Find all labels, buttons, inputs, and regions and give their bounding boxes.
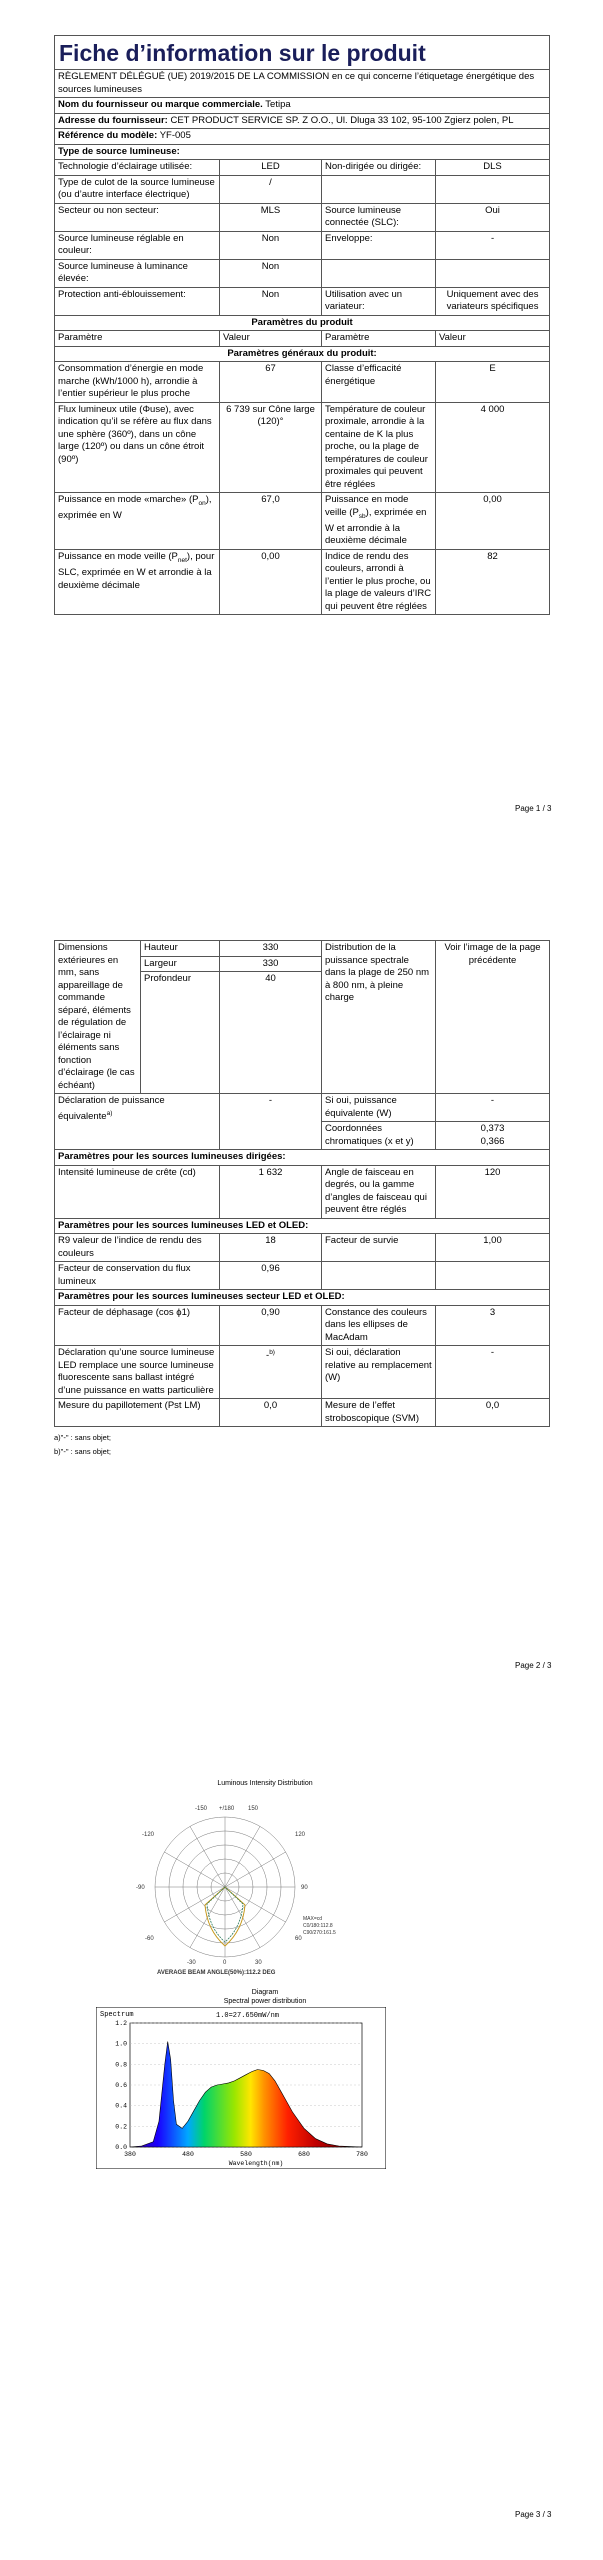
spd-label: Distribution de la puissance spectrale dans la plage de 250 nm à 800 nm, à pleine charge xyxy=(322,941,436,1094)
on-power-sub: on xyxy=(198,499,206,507)
model-label: Référence du modèle: xyxy=(58,130,158,141)
chroma-x: 0,373 xyxy=(480,1123,505,1134)
replace-value: - xyxy=(266,1350,270,1362)
polar-angle-label: +/180 xyxy=(219,1806,235,1812)
sb-power-value: 0,00 xyxy=(436,493,550,550)
spectrum-y-tick: 1.2 xyxy=(115,2020,127,2027)
polar-legend-line: C0/180:112.8 xyxy=(303,1923,333,1929)
phase-value: 0,90 xyxy=(220,1305,322,1346)
spectrum-y-tick: 0.4 xyxy=(115,2102,127,2110)
spectrum-y-tick: 0.0 xyxy=(115,2144,127,2151)
empty-cell xyxy=(322,259,436,287)
replace-sup: b) xyxy=(269,1349,275,1356)
spectrum-peak: 1.0=27.650mW/nm xyxy=(216,2012,280,2020)
spectrum-x-tick: 680 xyxy=(298,2151,310,2158)
anti-glare-label: Protection anti-éblouissement: xyxy=(55,287,220,315)
led-oled-header: Paramètres pour les sources lumineuses LED et OLED: xyxy=(55,1218,550,1234)
page-title: Fiche d’information sur le produit xyxy=(55,36,550,70)
nondirected-value: DLS xyxy=(436,160,550,176)
source-type-header: Type de source lumineuse: xyxy=(55,144,550,160)
dims-label: Dimensions extérieures en mm, sans appareillage de commande séparé, éléments de régulation de l’éclairage ni éléments sans fonction d’éclairage (le cas échéant) xyxy=(55,941,141,1094)
supplier-name: Tetipa xyxy=(265,99,291,110)
model-row xyxy=(55,129,550,145)
connected-value: Oui xyxy=(436,203,550,231)
cri-label: Indice de rendu des couleurs, arrondi à l’entier le plus proche, ou la plage de valeurs d’IRC qui peuvent être réglées xyxy=(322,549,436,615)
consumption-value: 67 xyxy=(220,362,322,403)
on-power-label-a: Puissance en mode «marche» (P xyxy=(58,494,199,505)
polar-angle-label: -90 xyxy=(136,1885,145,1891)
spectrum-x-tick: 780 xyxy=(356,2151,368,2158)
directed-header: Paramètres pour les sources lumineuses dirigées: xyxy=(55,1150,550,1166)
width-label: Largeur xyxy=(141,956,220,972)
maint-value: 0,96 xyxy=(220,1262,322,1290)
footnote-a: a)"-" : sans objet; xyxy=(54,1433,112,1442)
replace-value-cell xyxy=(220,1346,322,1399)
equiv-power-value: - xyxy=(436,1094,550,1122)
net-power-label-a: Puissance en mode veille (P xyxy=(58,550,178,562)
equiv-power-label: Si oui, puissance équivalente (W) xyxy=(322,1094,436,1122)
polar-angle-label: 120 xyxy=(295,1832,306,1838)
dimmer-label: Utilisation avec un variateur: xyxy=(322,287,436,315)
colour-tunable-value: Non xyxy=(220,231,322,259)
survival-label: Facteur de survie xyxy=(322,1234,436,1262)
model-value: YF-005 xyxy=(159,130,191,141)
spectrum-label: Spectrum xyxy=(100,2011,134,2019)
macadam-label: Constance des couleurs dans les ellipses de MacAdam xyxy=(322,1305,436,1346)
sb-power-sub: sb xyxy=(358,512,366,520)
polar-avg: AVERAGE BEAM ANGLE(50%):112.2 DEG xyxy=(157,1970,276,1976)
chroma-values xyxy=(436,1122,550,1150)
page-1 xyxy=(54,35,549,615)
empty-cell xyxy=(436,1262,550,1290)
supplier-address-label: Adresse du fournisseur: xyxy=(58,114,168,126)
polar-angle-label: 60 xyxy=(295,1936,302,1942)
cri-value: 82 xyxy=(436,549,550,615)
depth-value: 40 xyxy=(220,972,322,1094)
phase-label: Facteur de déphasage (cos ϕ1) xyxy=(55,1305,220,1346)
flux-value: 6 739 sur Cône large (120)° xyxy=(220,402,322,493)
polar-angle-label: -120 xyxy=(142,1832,155,1838)
polar-legend-line: C90/270:161.5 xyxy=(303,1930,336,1936)
polar-angle-label: 30 xyxy=(255,1960,262,1966)
cap-type-value: / xyxy=(220,175,322,203)
sb-power-label xyxy=(322,493,436,550)
supplier-name-label: Nom du fournisseur ou marque commerciale. xyxy=(58,99,263,110)
equiv-decl-value: - xyxy=(220,1094,322,1150)
page-number-2: Page 2 / 3 xyxy=(515,1661,552,1670)
cap-type-sub: (ou d’autre interface électrique) xyxy=(58,189,190,200)
lighting-tech-value: LED xyxy=(220,160,322,176)
cct-value: 4 000 xyxy=(436,402,550,493)
r9-value: 18 xyxy=(220,1234,322,1262)
cap-type-label: Type de culot de la source lumineuse xyxy=(58,176,215,188)
spectrum-y-tick: 0.6 xyxy=(115,2082,127,2089)
polar-labels xyxy=(136,1806,336,1976)
peak-intensity-label: Intensité lumineuse de crête (cd) xyxy=(55,1165,220,1218)
general-params-header: Paramètres généraux du produit: xyxy=(55,346,550,362)
replace-power-value: - xyxy=(436,1346,550,1399)
nondirected-label: Non-dirigée ou dirigée: xyxy=(322,160,436,176)
on-power-label xyxy=(55,493,220,550)
flux-label: Flux lumineux utile (Φuse), avec indication qu’il se réfère au flux dans une sphère (360º), dans un cône large (120º) ou dans un cône étroit (90º) xyxy=(55,402,220,493)
width-value: 330 xyxy=(220,956,322,972)
connected-label: Source lumineuse connectée (SLC): xyxy=(322,203,436,231)
spd-value: Voir l’image de la page précédente xyxy=(436,941,550,1094)
spectrum-caption-b: Spectral power distribution xyxy=(223,1998,307,2005)
lighting-tech-label: Technologie d’éclairage utilisée: xyxy=(55,160,220,176)
page-2 xyxy=(54,940,549,1467)
polar-svg xyxy=(135,1780,395,1986)
spectrum-captions xyxy=(135,1988,395,2006)
high-lum-value: Non xyxy=(220,259,322,287)
depth-label: Profondeur xyxy=(141,972,220,1094)
replace-power-label: Si oui, déclaration relative au remplacement (W) xyxy=(322,1346,436,1399)
footnotes xyxy=(54,1427,549,1467)
spectrum-x-tick: 380 xyxy=(124,2151,136,2158)
footnote-b: b)"-" : sans objet; xyxy=(54,1447,112,1456)
polar-angle-label: -30 xyxy=(187,1960,196,1966)
high-lum-label: Source lumineuse à luminance élevée: xyxy=(55,259,220,287)
spectrum-caption-a: Diagram xyxy=(251,1989,279,1996)
anti-glare-value: Non xyxy=(220,287,322,315)
net-power-label xyxy=(55,549,220,615)
chroma-y: 0,366 xyxy=(480,1135,505,1147)
polar-angle-label: -60 xyxy=(145,1936,154,1942)
flicker-label: Mesure du papillotement (Pst LM) xyxy=(55,1399,220,1427)
envelope-value: - xyxy=(436,231,550,259)
colour-tunable-label: Source lumineuse réglable en couleur: xyxy=(55,231,220,259)
energy-class-label: Classe d’efficacité énergétique xyxy=(322,362,436,403)
envelope-label: Enveloppe: xyxy=(322,231,436,259)
r9-label: R9 valeur de l’indice de rendu des couleurs xyxy=(55,1234,220,1262)
height-label: Hauteur xyxy=(141,941,220,957)
mains-label: Secteur ou non secteur: xyxy=(55,203,220,231)
spectrum-x-tick: 480 xyxy=(182,2151,194,2158)
empty-cell xyxy=(322,175,436,203)
spectrum-y-tick: 1.0 xyxy=(115,2040,127,2048)
mains-value: MLS xyxy=(220,203,322,231)
col-param: Paramètre xyxy=(55,331,220,347)
sb-power-label-b: ), exprimée en W et arrondie à la deuxième décimale xyxy=(325,506,427,547)
polar-angle-label: -150 xyxy=(195,1806,208,1812)
flicker-value: 0,0 xyxy=(220,1399,322,1427)
survival-value: 1,00 xyxy=(436,1234,550,1262)
cct-label: Température de couleur proximale, arrondie à la centaine de K la plus proche, ou la plage de températures de couleur proximales qui peuvent être réglées xyxy=(322,402,436,493)
spectrum-x-tick: 580 xyxy=(240,2151,252,2158)
col-value: Valeur xyxy=(436,331,550,347)
mains-led-header: Paramètres pour les sources lumineuses secteur LED et OLED: xyxy=(55,1290,550,1306)
col-value: Valeur xyxy=(220,331,322,347)
spectrum-y-tick: 0.8 xyxy=(115,2061,127,2069)
supplier-address: CET PRODUCT SERVICE SP. Z O.O., Ul. Dluga 33 102, 95-100 Zgierz polen, PL xyxy=(170,114,514,126)
polar-angle-label: 150 xyxy=(248,1806,259,1812)
energy-class-value: E xyxy=(436,362,550,403)
chroma-label: Coordonnées chromatiques (x et y) xyxy=(322,1122,436,1150)
dimmer-value: Uniquement avec des variateurs spécifiques xyxy=(436,287,550,315)
polar-diagram xyxy=(135,1780,395,1986)
strobo-label: Mesure de l’effet stroboscopique (SVM) xyxy=(322,1399,436,1427)
col-param: Paramètre xyxy=(322,331,436,347)
supplier-name-row xyxy=(55,98,550,114)
supplier-address-row xyxy=(55,113,550,129)
equiv-decl-text: Déclaration de puissance équivalente xyxy=(58,1095,165,1122)
spectrum-svg xyxy=(96,2007,386,2169)
spectrum-xlabel: Wavelength(nm) xyxy=(228,2160,284,2167)
strobo-value: 0,0 xyxy=(436,1399,550,1427)
on-power-value: 67,0 xyxy=(220,493,322,550)
maint-label: Facteur de conservation du flux lumineux xyxy=(55,1262,220,1290)
equiv-decl-sup: a) xyxy=(106,1109,113,1117)
polar-legend-line: MAX=cd xyxy=(303,1916,323,1922)
net-power-value: 0,00 xyxy=(220,549,322,615)
polar-angle-label: 0 xyxy=(223,1960,227,1966)
sb-power-label-a: Puissance en mode veille (P xyxy=(325,494,409,518)
page-number-1: Page 1 / 3 xyxy=(515,804,552,813)
regulation-text: RÈGLEMENT DÉLÉGUÉ (UE) 2019/2015 DE LA COMMISSION en ce qui concerne l’étiquetage énergétique des sources lumineuses xyxy=(55,70,550,98)
replace-label: Déclaration qu’une source lumineuse LED remplace une source lumineuse fluorescente sans ballast intégré d’une puissance en watts particulière xyxy=(55,1346,220,1399)
equiv-decl-label xyxy=(55,1094,220,1150)
macadam-value: 3 xyxy=(436,1305,550,1346)
polar-angle-label: 90 xyxy=(301,1885,308,1891)
empty-cell xyxy=(322,1262,436,1290)
empty-cell xyxy=(436,259,550,287)
net-power-label-b: ), pour SLC, exprimée en W et arrondie à la deuxième décimale xyxy=(58,550,215,591)
net-power-sub: net xyxy=(177,556,187,564)
beam-angle-value: 120 xyxy=(436,1165,550,1218)
empty-cell xyxy=(436,175,550,203)
polar-title: Luminous Intensity Distribution xyxy=(217,1780,313,1787)
product-params-header: Paramètres du produit xyxy=(55,315,550,331)
spectrum-y-tick: 0.2 xyxy=(115,2123,127,2131)
page-number-3: Page 3 / 3 xyxy=(515,2510,552,2519)
cap-type-cell xyxy=(55,175,220,203)
beam-angle-label: Angle de faisceau en degrés, ou la gamme d’angles de faisceau qui peuvent être réglés xyxy=(322,1165,436,1218)
spectrum-chart xyxy=(96,2007,386,2169)
height-value: 330 xyxy=(220,941,322,957)
consumption-label: Consommation d’énergie en mode marche (kWh/1000 h), arrondie à l’entier supérieur le plus proche xyxy=(55,362,220,403)
on-power-label-b: ), exprimée en W xyxy=(58,494,212,522)
peak-intensity-value: 1 632 xyxy=(220,1165,322,1218)
